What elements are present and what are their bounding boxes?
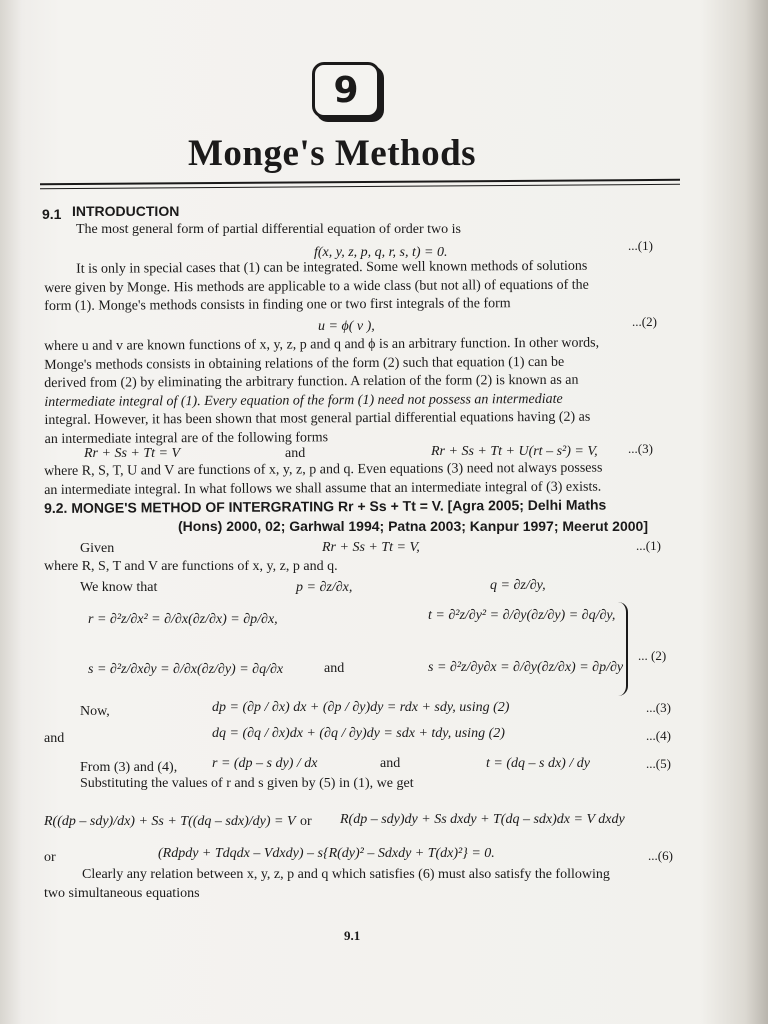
r-definition: r = ∂²z/∂x² = ∂/∂x(∂z/∂x) = ∂p/∂x, <box>88 612 278 627</box>
paragraph-2-line: It is only in special cases that (1) can be integrated. Some well known methods of solutions <box>76 258 588 277</box>
dq-equation: dq = (∂q / ∂x)dx + (∂q / ∂y)dy = sdx + tdy, using (2) <box>212 726 505 741</box>
paragraph-4 <box>44 460 603 500</box>
paragraph-2-line: were given by Monge. His methods are applicable to a wide class (but not all) of equations of the <box>44 277 589 296</box>
big-equation-right: R(dp – sdy)dy + Ss dxdy + T(dq – sdx)dx = V dxdy <box>340 812 625 827</box>
last-paragraph-line: two simultaneous equations <box>44 885 200 901</box>
dq-equation-number: ...(4) <box>646 728 671 743</box>
paragraph-3 <box>44 335 600 449</box>
equation-2-number: ...(2) <box>632 314 657 329</box>
given-equation: Rr + Ss + Tt = V, <box>322 540 420 555</box>
paragraph-3-line: derived from (2) by eliminating the arbitrary function. A relation of the form (2) is known as an <box>44 372 579 391</box>
section-heading: INTRODUCTION <box>72 203 180 219</box>
where-line: where R, S, T and V are functions of x, y, z, p and q. <box>44 559 338 574</box>
or-label-1: or <box>300 814 312 829</box>
equation-3-and: and <box>285 446 306 461</box>
we-know-label: We know that <box>80 580 158 595</box>
last-paragraph <box>44 866 610 903</box>
page-number: 9.1 <box>344 928 361 943</box>
equation-1: f(x, y, z, p, q, r, s, t) = 0. <box>314 245 448 260</box>
and-label: and <box>44 731 65 746</box>
t-definition: t = ∂²z/∂y² = ∂/∂y(∂z/∂y) = ∂q/∂y, <box>428 608 616 623</box>
given-equation-number: ...(1) <box>636 538 661 553</box>
or-label-2: or <box>44 850 56 865</box>
paragraph-4-line: an intermediate integral. In what follows we shall assume that an intermediate integral of (3) exists. <box>44 479 602 498</box>
s-definitions-and: and <box>324 661 345 676</box>
paragraph-3-line: an intermediate integral are of the following forms <box>44 429 329 447</box>
right-brace <box>618 602 628 696</box>
equation-1-number: ...(1) <box>628 238 653 253</box>
t-expression: t = (dq – s dx) / dy <box>486 756 590 771</box>
paragraph-2-line: form (1). Monge's methods consists in finding one or two first integrals of the form <box>44 296 511 314</box>
paragraph-2 <box>44 258 589 317</box>
equation-6-number: ...(6) <box>648 848 673 863</box>
r-expression: r = (dp – s dy) / dx <box>212 756 318 771</box>
equation-3b: Rr + Ss + Tt + U(rt – s²) = V, <box>431 444 598 459</box>
equation-6: (Rdpdy + Tdqdx – Vdxdy) – s{R(dy)² – Sdxdy + T(dx)²} = 0. <box>158 846 495 861</box>
now-label: Now, <box>80 704 110 719</box>
equation-3a: Rr + Ss + Tt = V <box>84 446 181 461</box>
from-label: From (3) and (4), <box>80 760 178 775</box>
chapter-title: Monge's Methods <box>188 133 477 174</box>
s-definition-1: s = ∂²z/∂x∂y = ∂/∂x(∂z/∂y) = ∂q/∂x <box>88 662 284 677</box>
q-definition: q = ∂z/∂y, <box>490 578 546 593</box>
paragraph-3-line: Monge's methods consists in obtaining relations of the form (2) such that equation (1) can be <box>44 354 565 373</box>
title-rule-thin <box>40 184 680 189</box>
section-2-heading: 9.2. MONGE'S METHOD OF INTERGRATING Rr + Ss + Tt = V. [Agra 2005; Delhi Maths <box>44 496 607 516</box>
intro-line: The most general form of partial differential equation of order two is <box>76 222 461 237</box>
dp-equation-number: ...(3) <box>646 700 671 715</box>
paragraph-3-line: intermediate integral of (1). Every equation of the form (1) need not possess an intermediate <box>44 391 563 410</box>
paragraph-4-line: where R, S, T, U and V are functions of x, y, z, p and q. Even equations (3) need not always possess <box>44 460 603 479</box>
substituting-line: Substituting the values of r and s given by (5) in (1), we get <box>80 776 414 791</box>
paragraph-3-line: where u and v are known functions of x, y, z, p and q and ϕ is an arbitrary function. In other words, <box>44 335 600 354</box>
rt-and: and <box>380 756 401 771</box>
given-label: Given <box>80 541 115 556</box>
chapter-number-badge: 9 <box>312 62 380 118</box>
equation-3-number: ...(3) <box>628 441 653 456</box>
big-equation-left: R((dp – sdy)/dx) + Ss + T((dq – sdx)/dy) = V <box>44 814 296 829</box>
section-2-heading-cont: (Hons) 2000, 02; Garhwal 1994; Patna 2003; Kanpur 1997; Meerut 2000] <box>178 518 648 534</box>
paragraph-3-line: integral. However, it has been shown that most general partial differential equations having (2) as <box>44 409 591 428</box>
rt-equation-number: ...(5) <box>646 756 671 771</box>
section-number: 9.1 <box>42 206 62 222</box>
dp-equation: dp = (∂p / ∂x) dx + (∂p / ∂y)dy = rdx + sdy, using (2) <box>212 700 510 715</box>
last-paragraph-line: Clearly any relation between x, y, z, p and q which satisfies (6) must also satisfy the following <box>82 867 610 882</box>
equation-2: u = ϕ( v ), <box>318 319 375 334</box>
s-definition-2: s = ∂²z/∂y∂x = ∂/∂y(∂z/∂x) = ∂p/∂y <box>428 660 624 675</box>
equations-2-number: ... (2) <box>638 648 667 663</box>
p-definition: p = ∂z/∂x, <box>296 580 353 595</box>
